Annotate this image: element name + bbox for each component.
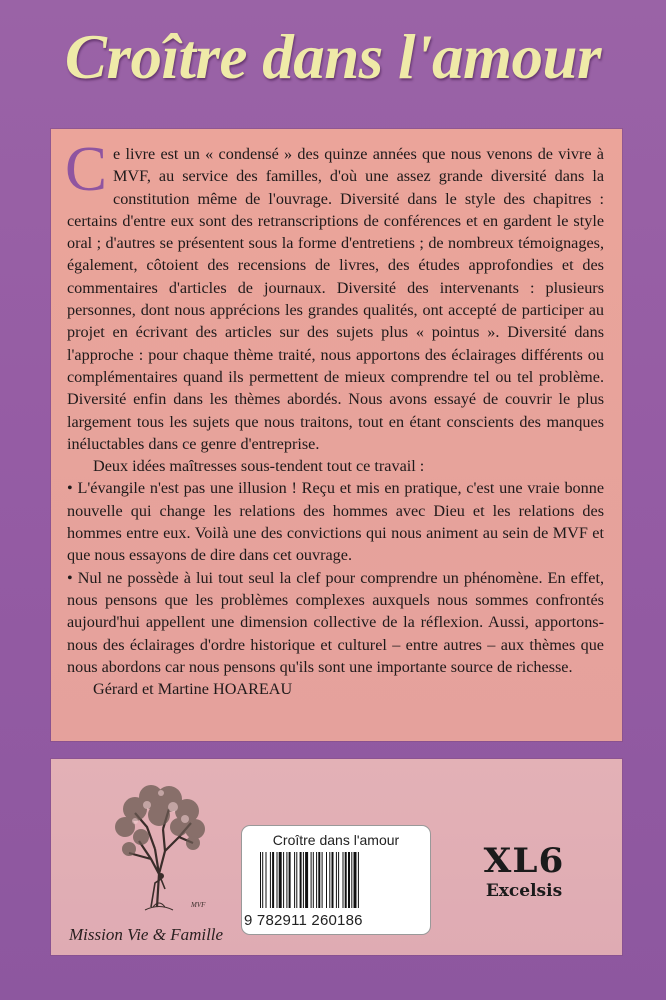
drop-cap: C [65,134,108,204]
author-signature: Gérard et Martine HOAREAU [93,680,293,699]
book-title: Croître dans l'amour [64,22,602,92]
paragraph-1-text: e livre est un « condensé » des quinze années que nous venons de vivre à MVF, au service des familles, d'où une assez grande diversité dans la constitution même de l'ouvrage. Diversité dans le style des chapitres : certains d'entre eux sont des retranscriptions de conférences et en gardent le style oral ; d'autres se présentent sous la forme d'entretiens ; de nombreux témoignages, également, côtoient des recensions de livres, des études approfondies et des commentaires d'articles de journaux. Diversité des intervenants : plusieurs personnes, dont nous apprécions les grandes qualités, ont accepté de participer au projet en écrivant des articles sur des sujets plus « pointus ». Diversité dans l'approche : pour chaque thème traité, nous apportons des éclairages différents ou complémentaires quand ils permettent de mieux comprendre tel ou tel problème. Diversité enfin dans les thèmes abordés. Nous avons essayé de couvrir le plus largement tous les sujets que nous traitons, tout en étant conscients des manques inéluctables dans ce genre d'entreprise. [67,145,604,453]
barcode-title: Croître dans l'amour [272,832,400,848]
paragraph-2: Deux idées maîtresses sous-tendent tout ce travail : [93,457,425,476]
paragraph-1 [65,134,604,455]
tree-logo-icon [95,779,235,919]
bullet-1: • L'évangile n'est pas une illusion ! Reçu et mis en pratique, c'est une vraie bonne nouvelle qui change les relations des hommes avec Dieu et les relations des hommes entre eux. Voilà une des convictions qui nous animent au sein de MVF et que nous essayons de dire dans cet ouvrage. [67,479,604,565]
imprint-name: Excelsis [485,881,563,901]
bullet-2: • Nul ne possède à lui tout seul la clef pour comprendre un phénomène. En effet, nous pensons que les problèmes complexes auxquels nous sommes confrontés aujourd'hui appellent une dimension collective de la réflexion. Aussi, apportons-nous des éclairages d'ordre historique et culturel – entre autres – aux thèmes que nous abordons car nous pensons qu'ils sont une importante source de richesse. [67,568,604,676]
barcode-card [241,825,431,935]
tree-tag: MVF [191,901,206,909]
isbn-number: 9 782911 260186 [244,912,363,929]
imprint-logo: XL6 [483,841,565,881]
back-cover-text-panel [51,129,622,741]
mission-caption: Mission Vie & Famille [69,925,224,944]
back-cover-text [65,134,604,700]
barcode-icon [260,852,412,910]
publisher-panel [51,759,622,955]
